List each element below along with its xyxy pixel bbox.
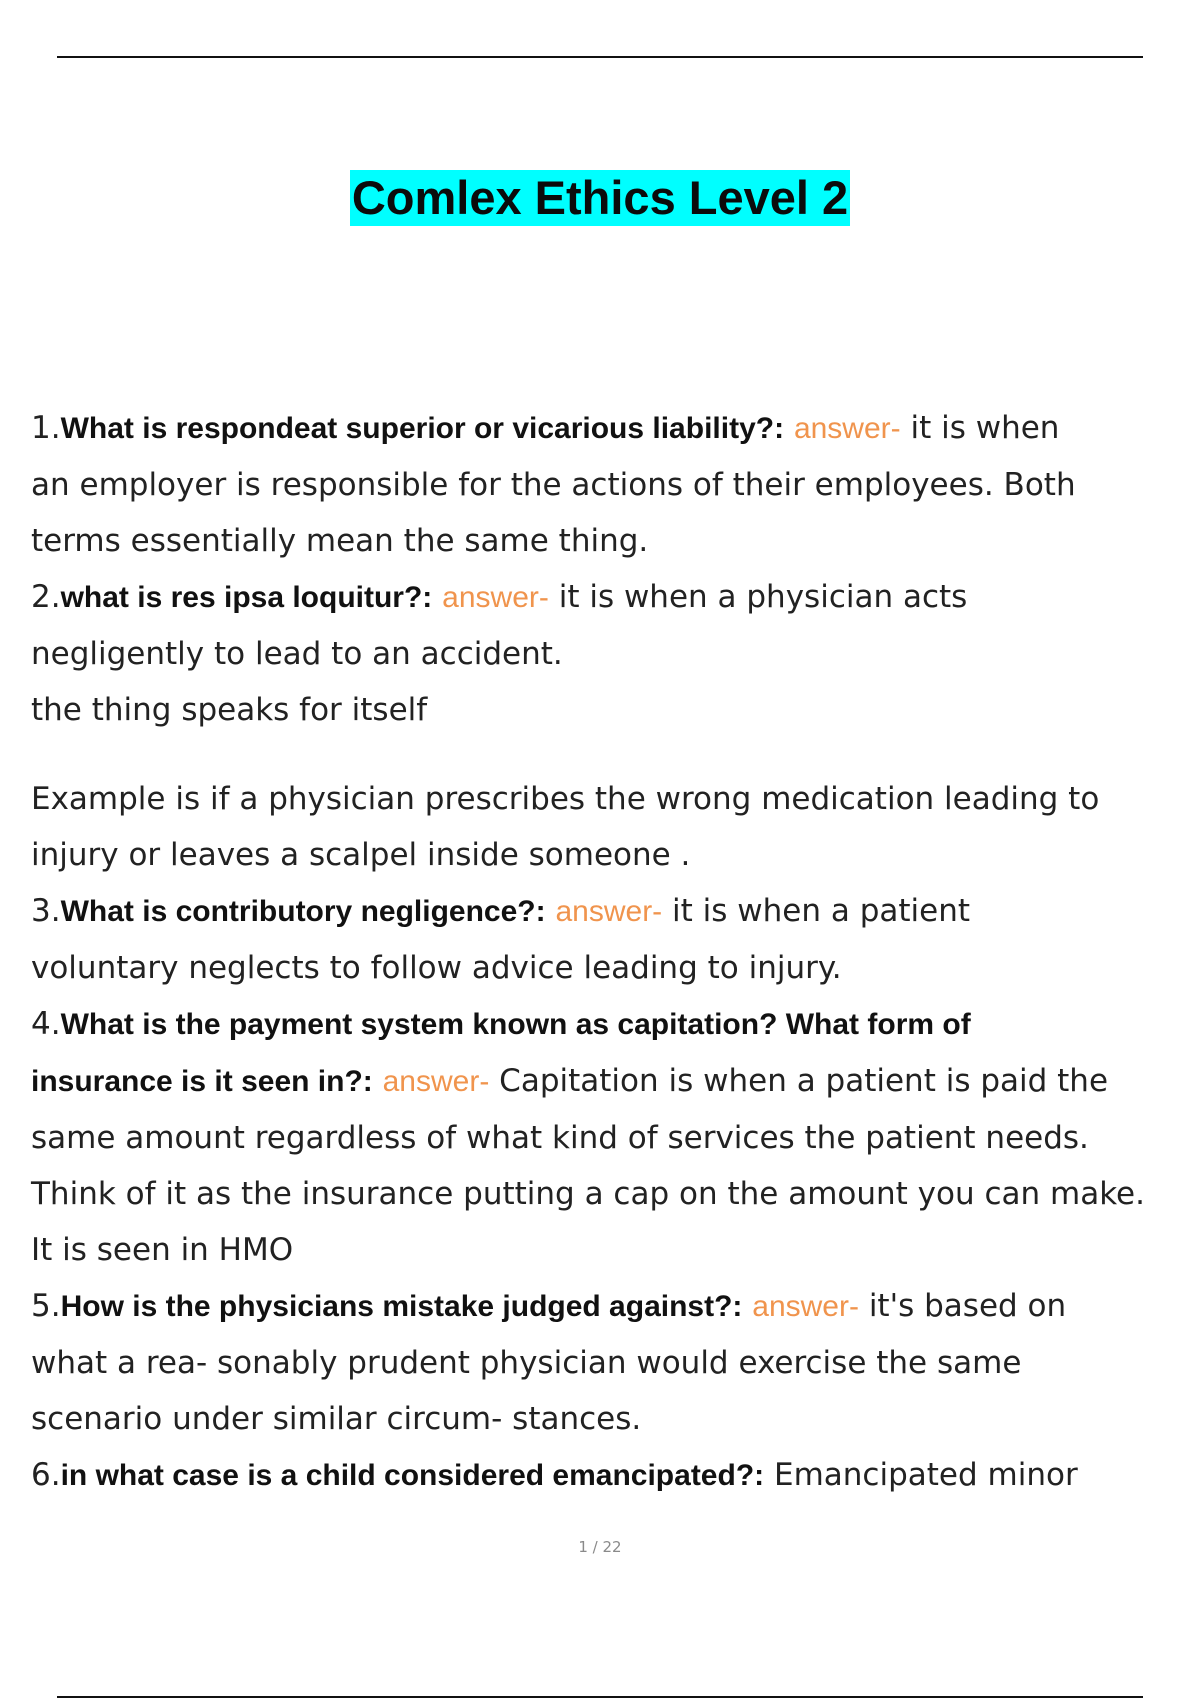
list-item	[31, 1278, 1191, 1335]
answer-line: scenario under similar circum- stances.	[31, 1401, 642, 1437]
answer-line: terms essentially mean the same thing.	[31, 523, 649, 559]
question-text: what is res ipsa loquitur?:	[60, 581, 433, 614]
list-item	[31, 996, 1191, 1053]
list-item	[31, 400, 1191, 457]
question-text: What is respondeat superior or vicarious liability?:	[60, 412, 785, 445]
answer-line: Think of it as the insurance putting a cap on the amount you can make.	[31, 1176, 1145, 1212]
question-text: in what case is a child considered emancipated?:	[60, 1459, 765, 1492]
answer-text: it is when a physician acts	[548, 579, 968, 615]
answer-line: injury or leaves a scalpel inside someone .	[31, 837, 691, 873]
item-number: 3.	[31, 893, 61, 929]
answer-label: answer-	[442, 581, 549, 614]
answer-line: the thing speaks for itself	[31, 692, 428, 728]
list-item	[31, 883, 1191, 940]
answer-line: an employer is responsible for the actions of their employees. Both	[31, 467, 1076, 503]
bottom-divider	[57, 1696, 1143, 1698]
qa-list	[31, 400, 1191, 1504]
top-divider	[57, 56, 1143, 58]
item-number: 4.	[31, 1006, 61, 1042]
item-number: 1.	[31, 410, 61, 446]
answer-label: answer-	[382, 1065, 490, 1098]
answer-line: what a rea- sonably prudent physician would exercise the same	[31, 1345, 1022, 1381]
question-text: What is the payment system known as capitation? What form of	[60, 1008, 971, 1041]
answer-line: It is seen in HMO	[31, 1232, 294, 1268]
answer-text: it is when	[900, 410, 1060, 446]
answer-text: it's based on	[858, 1288, 1067, 1324]
question-text: insurance is it seen in?:	[31, 1065, 373, 1098]
list-item-continued	[31, 1053, 1191, 1110]
answer-text: Capitation is when a patient is paid the	[489, 1063, 1109, 1099]
answer-label: answer-	[555, 895, 663, 928]
list-item	[31, 569, 1191, 626]
item-number: 2.	[31, 579, 61, 615]
paragraph-gap	[31, 738, 1191, 771]
question-text: What is contributory negligence?:	[60, 895, 546, 928]
list-item	[31, 1447, 1191, 1504]
item-number: 5.	[31, 1288, 61, 1324]
answer-line: same amount regardless of what kind of services the patient needs.	[31, 1120, 1089, 1156]
answer-text: it is when a patient	[662, 893, 971, 929]
item-number: 6.	[31, 1457, 61, 1493]
answer-line: Example is if a physician prescribes the wrong medication leading to	[31, 781, 1100, 817]
answer-label: answer-	[793, 412, 901, 445]
answer-label: answer-	[752, 1290, 859, 1323]
answer-line: negligently to lead to an accident.	[31, 636, 563, 672]
question-text: How is the physicians mistake judged against?:	[60, 1290, 743, 1323]
answer-line: voluntary neglects to follow advice leading to injury.	[31, 950, 842, 986]
title-container	[0, 170, 1200, 226]
page-indicator: 1 / 22	[578, 1538, 622, 1556]
answer-text: Emancipated minor	[764, 1457, 1078, 1493]
document-title: Comlex Ethics Level 2	[351, 171, 849, 224]
